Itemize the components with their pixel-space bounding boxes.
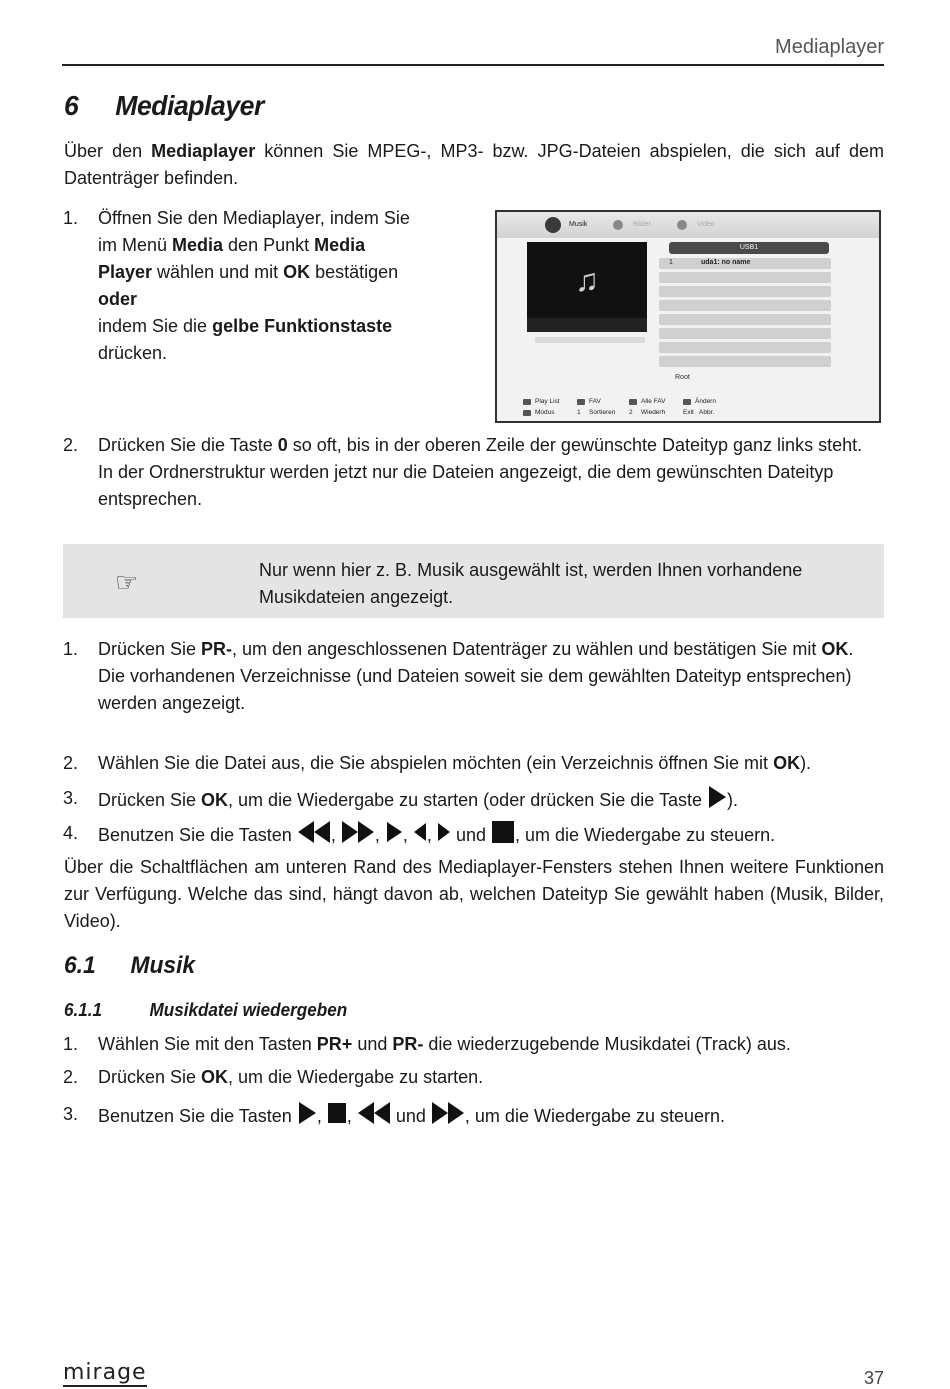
left-arrow-icon bbox=[413, 820, 427, 844]
file-row bbox=[659, 272, 831, 283]
rewind-icon bbox=[357, 1101, 391, 1125]
running-header: Mediaplayer bbox=[775, 36, 884, 58]
list-item: 3. Drücken Sie OK, um die Wiedergabe zu starten (oder drücken Sie die Taste ). bbox=[63, 785, 884, 815]
file-row bbox=[659, 328, 831, 339]
file-row bbox=[659, 300, 831, 311]
legend-key-1: 1 bbox=[577, 409, 581, 416]
legend-key-2: 2 bbox=[629, 409, 633, 416]
header-rule bbox=[62, 64, 884, 66]
legend-key-icon bbox=[577, 399, 585, 405]
legend-key-icon bbox=[523, 399, 531, 405]
list-item: 2. Drücken Sie OK, um die Wiedergabe zu starten. bbox=[63, 1067, 484, 1087]
legend-key-icon bbox=[683, 399, 691, 405]
subsubsection-heading: 6.1.1 Musikdatei wiedergeben bbox=[64, 1000, 348, 1020]
legend-key-exit: Exit bbox=[683, 409, 694, 416]
play-icon bbox=[707, 785, 727, 809]
music-tab-icon bbox=[545, 217, 561, 233]
music-note-icon: ♫ bbox=[575, 262, 599, 298]
stop-icon bbox=[491, 820, 515, 844]
file-row bbox=[659, 314, 831, 325]
file-row bbox=[659, 342, 831, 353]
play-icon bbox=[297, 1101, 317, 1125]
legend-playlist: Play List bbox=[535, 398, 560, 405]
subsection-heading: 6.1 Musik bbox=[64, 952, 196, 979]
list-item: 1. Drücken Sie PR-, um den angeschlossenen Datenträger zu wählen und bestätigen Sie mit OK. Die vorhandenen Verzeichnisse (und Dateien soweit sie dem gewählten Dateityp entsprechen) werden angezeigt. bbox=[63, 639, 854, 713]
page-number: 37 bbox=[863, 1368, 884, 1388]
right-arrow-icon bbox=[437, 820, 451, 844]
list-item: 4. Benutzen Sie die Tasten , , , , und , um die Wiedergabe zu steuern. bbox=[63, 820, 884, 850]
usb-label: USB1 bbox=[739, 244, 759, 251]
file-row-number: 1 bbox=[669, 259, 673, 266]
fast-forward-icon bbox=[341, 820, 375, 844]
stop-icon bbox=[327, 1101, 347, 1125]
legend-change: Ändern bbox=[695, 398, 716, 405]
buttons-paragraph: Über die Schaltflächen am unteren Rand des Mediaplayer-Fensters stehen Ihnen weitere Funktionen zur Verfügung. Welche das sind, hängt davon ab, welchen Dateityp Sie gewählt haben (Musik, Bilder, Video). bbox=[64, 857, 884, 931]
mirage-logo: mirage bbox=[63, 1360, 147, 1385]
file-row bbox=[659, 286, 831, 297]
legend-key-icon bbox=[523, 410, 531, 416]
section-number: 6 bbox=[64, 90, 79, 121]
fast-forward-icon bbox=[431, 1101, 465, 1125]
section-heading bbox=[64, 90, 264, 122]
screenshot-tab-music: Musik bbox=[569, 221, 588, 228]
list-item: 2. Drücken Sie die Taste 0 so oft, bis in der oberen Zeile der gewünschte Dateityp ganz links steht. In der Ordnerstruktur werden jetzt nur die Dateien angezeigt, die dem gewünschten Dateityp entsprechen. bbox=[63, 435, 863, 509]
mediaplayer-screenshot bbox=[495, 210, 881, 423]
list-item: 1. Öffnen Sie den Mediaplayer, indem Sie im Menü Media den Punkt Media Player wählen und mit OK bestätigen oder indem Sie die gelbe Funktionstaste drücken. bbox=[63, 208, 410, 363]
video-tab-icon bbox=[677, 220, 687, 230]
screenshot-tab-pictures: Bilder bbox=[633, 221, 651, 228]
note-text: Nur wenn hier z. B. Musik ausgewählt ist, werden Ihnen vorhandene Musikdateien angezeigt. bbox=[259, 560, 803, 607]
pointing-hand-icon: ☞ bbox=[115, 567, 139, 597]
legend-sort: Sortieren bbox=[589, 409, 616, 416]
rewind-icon bbox=[297, 820, 331, 844]
file-row bbox=[659, 356, 831, 367]
pictures-tab-icon bbox=[613, 220, 623, 230]
preview-control-bar bbox=[527, 318, 647, 332]
playback-controls bbox=[535, 337, 645, 343]
screenshot-tab-video: Video bbox=[697, 221, 715, 228]
root-label: Root bbox=[675, 374, 690, 381]
legend-cancel: Abbr. bbox=[699, 409, 715, 416]
list-item: 3. Benutzen Sie die Tasten , , und , um die Wiedergabe zu steuern. bbox=[63, 1101, 884, 1131]
section-title: Mediaplayer bbox=[115, 90, 264, 121]
legend-repeat: Wiederh bbox=[641, 409, 666, 416]
intro-paragraph: Über den Mediaplayer können Sie MPEG-, MP3- bzw. JPG-Dateien abspielen, die sich auf dem Datenträger befinden. bbox=[64, 141, 884, 188]
legend-all-fav: Alle FAV bbox=[641, 398, 666, 405]
list-item: 2. Wählen Sie die Datei aus, die Sie abspielen möchten (ein Verzeichnis öffnen Sie mit OK). bbox=[63, 753, 812, 773]
legend-fav: FAV bbox=[589, 398, 601, 405]
legend-key-icon bbox=[629, 399, 637, 405]
file-row-name: uda1: no name bbox=[701, 259, 751, 266]
list-item: 1. Wählen Sie mit den Tasten PR+ und PR- die wiederzugebende Musikdatei (Track) aus. bbox=[63, 1034, 791, 1054]
legend-mode: Modus bbox=[535, 409, 555, 416]
play-icon bbox=[385, 820, 403, 844]
